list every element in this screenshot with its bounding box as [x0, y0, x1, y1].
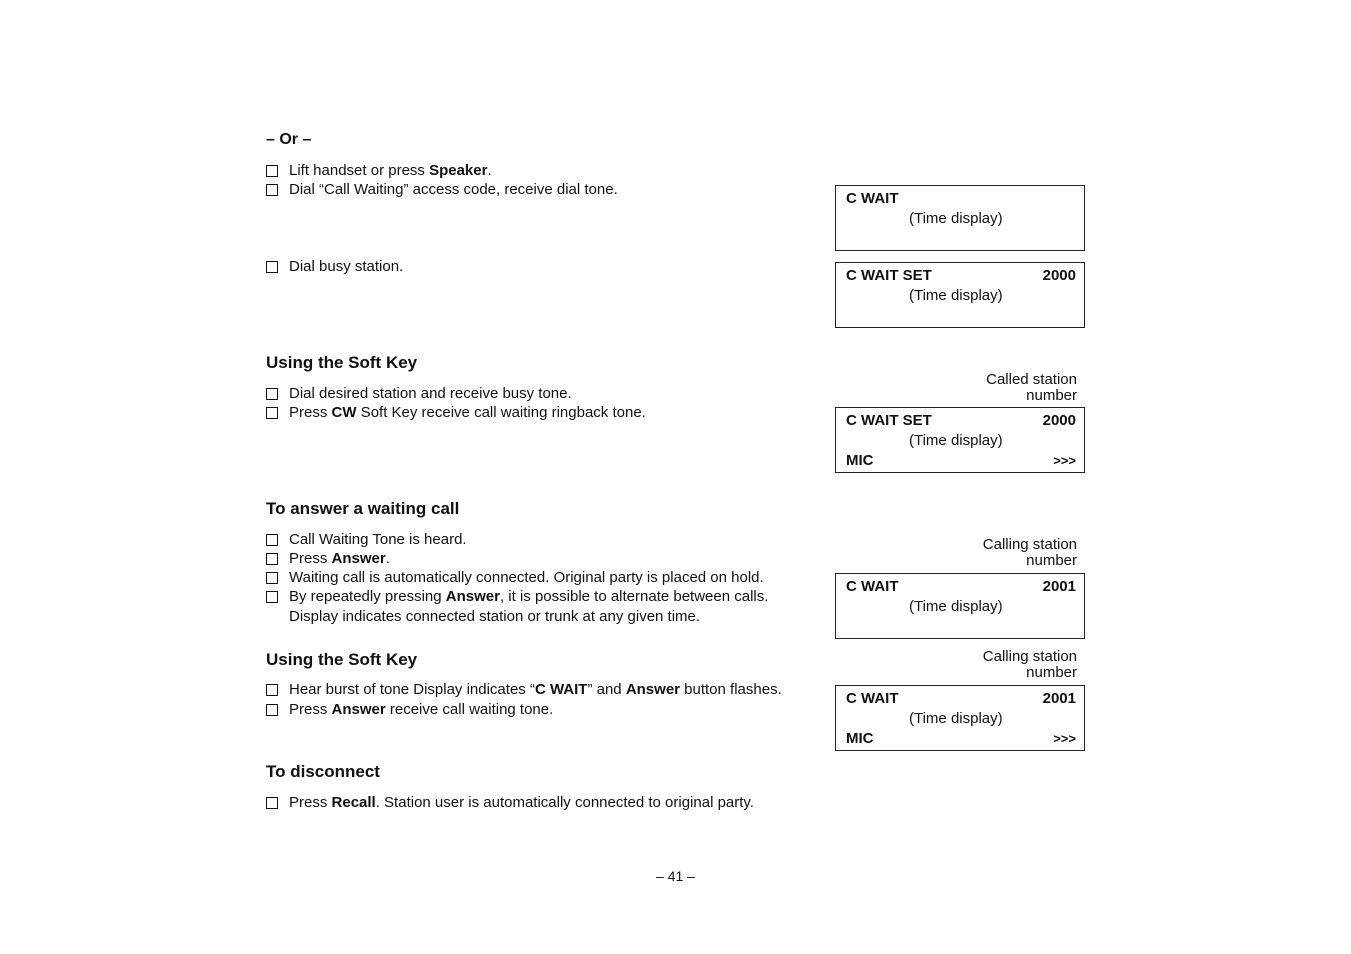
lcd-display: [835, 573, 1085, 639]
step-key: C WAIT: [534, 681, 588, 698]
step-text: Press: [289, 701, 332, 718]
step-key: Speaker: [429, 162, 488, 179]
lcd-display: [835, 407, 1085, 473]
step-text: Dial desired station and receive busy tone.: [289, 385, 572, 402]
display-number: 2001: [1042, 690, 1076, 707]
caption-line2: number: [1026, 387, 1077, 404]
display-number: 2000: [1042, 412, 1076, 429]
step-text: Call Waiting Tone is heard.: [289, 531, 467, 548]
display-number: 2000: [1042, 267, 1076, 284]
checkbox-icon: [266, 184, 278, 196]
display-number: 2001: [1042, 578, 1076, 595]
checkbox-icon: [266, 407, 278, 419]
checkbox-icon: [266, 553, 278, 565]
display-caption: [986, 372, 1077, 404]
display-time: (Time display): [909, 210, 1003, 227]
caption-line2: number: [1026, 552, 1077, 569]
display-time: (Time display): [909, 710, 1003, 727]
step-key: Recall: [331, 794, 376, 811]
checkbox-icon: [266, 704, 278, 716]
heading-using-soft-key: Using the Soft Key: [266, 353, 418, 372]
caption-line1: Called station: [986, 371, 1077, 388]
step-key-2: Answer: [625, 681, 680, 698]
display-time: (Time display): [909, 432, 1003, 449]
display-line1: C WAIT: [846, 190, 899, 207]
or-label: – Or –: [266, 131, 312, 148]
heading-disconnect: To disconnect: [266, 762, 380, 781]
step-text: Press: [289, 550, 332, 567]
step-text-end: .: [487, 162, 492, 179]
caption-line1: Calling station: [982, 536, 1077, 553]
step-text-end: .: [385, 550, 390, 567]
step-continuation: Display indicates connected station or trunk at any given time.: [289, 608, 701, 625]
display-line1: C WAIT: [846, 690, 899, 707]
step-key: Answer: [331, 550, 386, 567]
step-text: Lift handset or press: [289, 162, 430, 179]
display-mic: MIC: [846, 730, 874, 747]
lcd-display: [835, 185, 1085, 251]
lcd-display: [835, 685, 1085, 751]
display-caption: [983, 649, 1077, 681]
step-text-end: . Station user is automatically connected to original party.: [375, 794, 754, 811]
step-text: Waiting call is automatically connected. Original party is placed on hold.: [289, 569, 764, 586]
display-more-arrows: >>>: [1053, 453, 1076, 468]
step-text-end: , it is possible to alternate between calls.: [499, 588, 769, 605]
step-text: Dial “Call Waiting” access code, receive dial tone.: [289, 181, 618, 198]
step-key: CW: [331, 404, 357, 421]
display-line1: C WAIT SET: [846, 267, 932, 284]
step-text: Dial busy station.: [289, 258, 404, 275]
lcd-display: [835, 262, 1085, 328]
caption-line2: number: [1026, 664, 1077, 681]
checkbox-icon: [266, 797, 278, 809]
step-key: Answer: [331, 701, 386, 718]
checkbox-icon: [266, 165, 278, 177]
caption-line1: Calling station: [982, 648, 1077, 665]
checkbox-icon: [266, 388, 278, 400]
step-text-end: button flashes.: [680, 681, 782, 698]
display-mic: MIC: [846, 452, 874, 469]
display-line1: C WAIT SET: [846, 412, 932, 429]
step-text: Press: [289, 794, 332, 811]
step-text: Press: [289, 404, 332, 421]
checkbox-icon: [266, 534, 278, 546]
page-number: – 41 –: [656, 868, 695, 884]
heading-using-soft-key: Using the Soft Key: [266, 650, 418, 669]
step-text: By repeatedly pressing: [289, 588, 446, 605]
display-more-arrows: >>>: [1053, 731, 1076, 746]
step-text: Hear burst of tone Display indicates “: [289, 681, 535, 698]
heading-answer-waiting-call: To answer a waiting call: [266, 499, 460, 518]
display-time: (Time display): [909, 598, 1003, 615]
step-key: Answer: [445, 588, 500, 605]
checkbox-icon: [266, 684, 278, 696]
checkbox-icon: [266, 572, 278, 584]
checkbox-icon: [266, 591, 278, 603]
display-line1: C WAIT: [846, 578, 899, 595]
step-text-end: receive call waiting tone.: [385, 701, 554, 718]
step-text-mid: ” and: [587, 681, 626, 698]
display-time: (Time display): [909, 287, 1003, 304]
display-caption: [983, 537, 1077, 569]
step-text-end: Soft Key receive call waiting ringback tone.: [356, 404, 646, 421]
checkbox-icon: [266, 261, 278, 273]
